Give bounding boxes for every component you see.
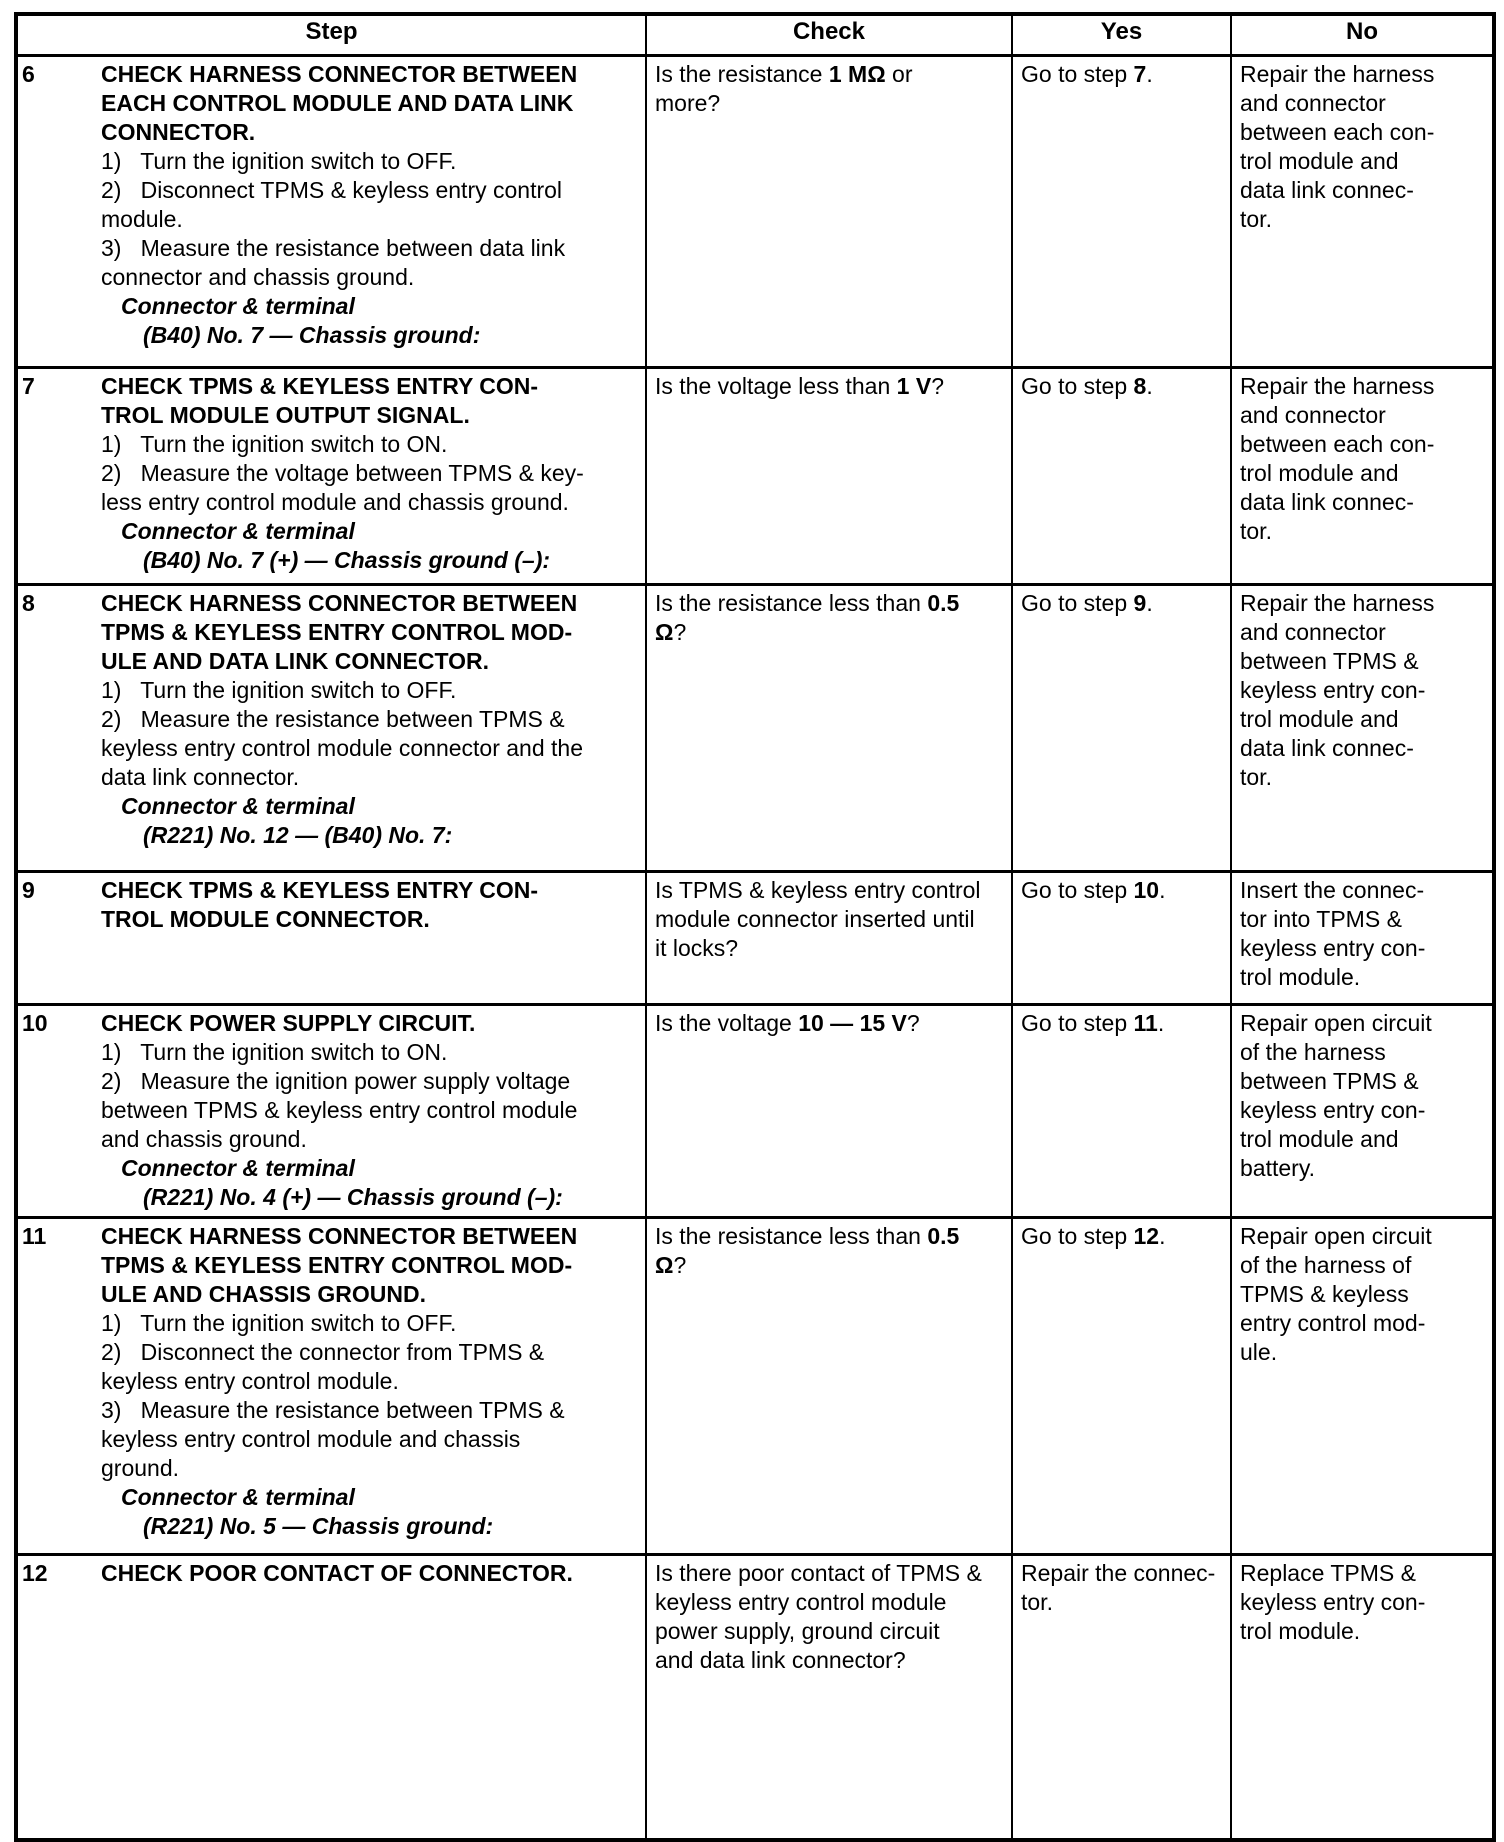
step-number: 11 [22, 1223, 47, 1249]
connector-terminal-heading: Connector & terminal [121, 293, 355, 319]
table-row [16, 872, 1494, 1005]
check-cell: Is the resistance less than 0.5 Ω? [646, 585, 1012, 872]
check-cell: Is the voltage 10 — 15 V? [646, 1005, 1012, 1218]
step-title: CHECK POWER SUPPLY CIRCUIT. [101, 1010, 476, 1036]
table-row [16, 1218, 1494, 1555]
connector-terminal-heading: Connector & terminal [121, 793, 355, 819]
step-title: CHECK TPMS & KEYLESS ENTRY CON- TROL MODULE OUTPUT SIGNAL. [101, 373, 539, 428]
no-cell: Replace TPMS & keyless entry con- trol module. [1231, 1555, 1494, 1840]
no-cell: Repair open circuit of the harness between TPMS & keyless entry con- trol module and battery. [1231, 1005, 1494, 1218]
yes-cell: Go to step 8. [1012, 368, 1231, 585]
connector-terminal-value: (B40) No. 7 (+) — Chassis ground (–): [143, 547, 551, 573]
procedure-item: 3) Measure the resistance between TPMS & keyless entry control module and chassis ground. [101, 1397, 565, 1481]
step-cell [16, 872, 646, 1005]
step-description [101, 372, 639, 575]
step-title: CHECK HARNESS CONNECTOR BETWEEN TPMS & KEYLESS ENTRY CONTROL MOD- ULE AND DATA LINK CONNECTOR. [101, 590, 578, 674]
connector-terminal-value: (R221) No. 4 (+) — Chassis ground (–): [143, 1184, 563, 1210]
no-cell: Repair open circuit of the harness of TPMS & keyless entry control mod- ule. [1231, 1218, 1494, 1555]
procedure-item: 1) Turn the ignition switch to ON. [101, 431, 448, 457]
step-content [22, 60, 639, 350]
procedure-item: 1) Turn the ignition switch to OFF. [101, 148, 457, 174]
yes-cell: Go to step 11. [1012, 1005, 1231, 1218]
step-content [22, 876, 639, 934]
step-title: CHECK TPMS & KEYLESS ENTRY CON- TROL MODULE CONNECTOR. [101, 877, 539, 932]
yes-cell: Go to step 9. [1012, 585, 1231, 872]
check-cell: Is the voltage less than 1 V? [646, 368, 1012, 585]
table-body [16, 56, 1494, 1840]
table-row [16, 585, 1494, 872]
step-number: 7 [22, 373, 35, 399]
step-description [101, 589, 639, 850]
procedure-item: 2) Measure the voltage between TPMS & key- less entry control module and chassis ground. [101, 460, 584, 515]
step-cell [16, 56, 646, 368]
procedure-item: 1) Turn the ignition switch to ON. [101, 1039, 448, 1065]
step-cell [16, 368, 646, 585]
step-content [22, 1009, 639, 1212]
step-number: 12 [22, 1560, 48, 1586]
procedure-item: 2) Measure the ignition power supply voltage between TPMS & keyless entry control module and chassis ground. [101, 1068, 578, 1152]
step-number: 9 [22, 877, 35, 903]
table-row [16, 56, 1494, 368]
procedure-item: 2) Disconnect TPMS & keyless entry control module. [101, 177, 563, 232]
no-cell: Insert the connec- tor into TPMS & keyless entry con- trol module. [1231, 872, 1494, 1005]
step-number: 10 [22, 1010, 48, 1036]
step-content [22, 1222, 639, 1541]
no-cell: Repair the harness and connector between each con- trol module and data link connec- tor. [1231, 56, 1494, 368]
table-row [16, 1005, 1494, 1218]
yes-cell: Repair the connec- tor. [1012, 1555, 1231, 1840]
step-cell [16, 585, 646, 872]
step-description [101, 1222, 639, 1541]
check-cell: Is TPMS & keyless entry control module connector inserted until it locks? [646, 872, 1012, 1005]
header-row [16, 14, 1494, 56]
step-description [101, 1559, 639, 1588]
connector-terminal-value: (B40) No. 7 — Chassis ground: [143, 322, 481, 348]
check-cell: Is there poor contact of TPMS & keyless entry control module power supply, ground circuit and data link connector? [646, 1555, 1012, 1840]
no-cell: Repair the harness and connector between TPMS & keyless entry con- trol module and data link connec- tor. [1231, 585, 1494, 872]
connector-terminal-value: (R221) No. 12 — (B40) No. 7: [143, 822, 453, 848]
connector-terminal-value: (R221) No. 5 — Chassis ground: [143, 1513, 494, 1539]
step-description [101, 60, 639, 350]
step-number: 6 [22, 61, 35, 87]
connector-terminal-heading: Connector & terminal [121, 1484, 355, 1510]
column-header-no: No [1231, 14, 1494, 56]
procedure-item: 1) Turn the ignition switch to OFF. [101, 1310, 457, 1336]
step-number: 8 [22, 590, 35, 616]
step-title: CHECK HARNESS CONNECTOR BETWEEN EACH CONTROL MODULE AND DATA LINK CONNECTOR. [101, 61, 578, 145]
procedure-item: 2) Measure the resistance between TPMS & keyless entry control module connector and the data link connector. [101, 706, 583, 790]
yes-cell: Go to step 10. [1012, 872, 1231, 1005]
no-cell: Repair the harness and connector between each con- trol module and data link connec- tor. [1231, 368, 1494, 585]
step-description [101, 876, 639, 934]
step-content [22, 589, 639, 850]
yes-cell: Go to step 12. [1012, 1218, 1231, 1555]
procedure-item: 2) Disconnect the connector from TPMS & keyless entry control module. [101, 1339, 545, 1394]
yes-cell: Go to step 7. [1012, 56, 1231, 368]
table-row [16, 368, 1494, 585]
connector-terminal-heading: Connector & terminal [121, 518, 355, 544]
check-cell: Is the resistance 1 MΩ or more? [646, 56, 1012, 368]
column-header-check: Check [646, 14, 1012, 56]
step-description [101, 1009, 639, 1212]
step-title: CHECK HARNESS CONNECTOR BETWEEN TPMS & KEYLESS ENTRY CONTROL MOD- ULE AND CHASSIS GROUND. [101, 1223, 578, 1307]
diagnostic-procedure-table [14, 12, 1496, 1842]
table-row [16, 1555, 1494, 1840]
check-cell: Is the resistance less than 0.5 Ω? [646, 1218, 1012, 1555]
column-header-yes: Yes [1012, 14, 1231, 56]
table-header [16, 14, 1494, 56]
step-title: CHECK POOR CONTACT OF CONNECTOR. [101, 1560, 573, 1586]
procedure-item: 1) Turn the ignition switch to OFF. [101, 677, 457, 703]
step-content [22, 372, 639, 575]
step-cell [16, 1218, 646, 1555]
step-content [22, 1559, 639, 1588]
step-cell [16, 1005, 646, 1218]
connector-terminal-heading: Connector & terminal [121, 1155, 355, 1181]
procedure-item: 3) Measure the resistance between data link connector and chassis ground. [101, 235, 566, 290]
column-header-step: Step [16, 14, 646, 56]
step-cell [16, 1555, 646, 1840]
